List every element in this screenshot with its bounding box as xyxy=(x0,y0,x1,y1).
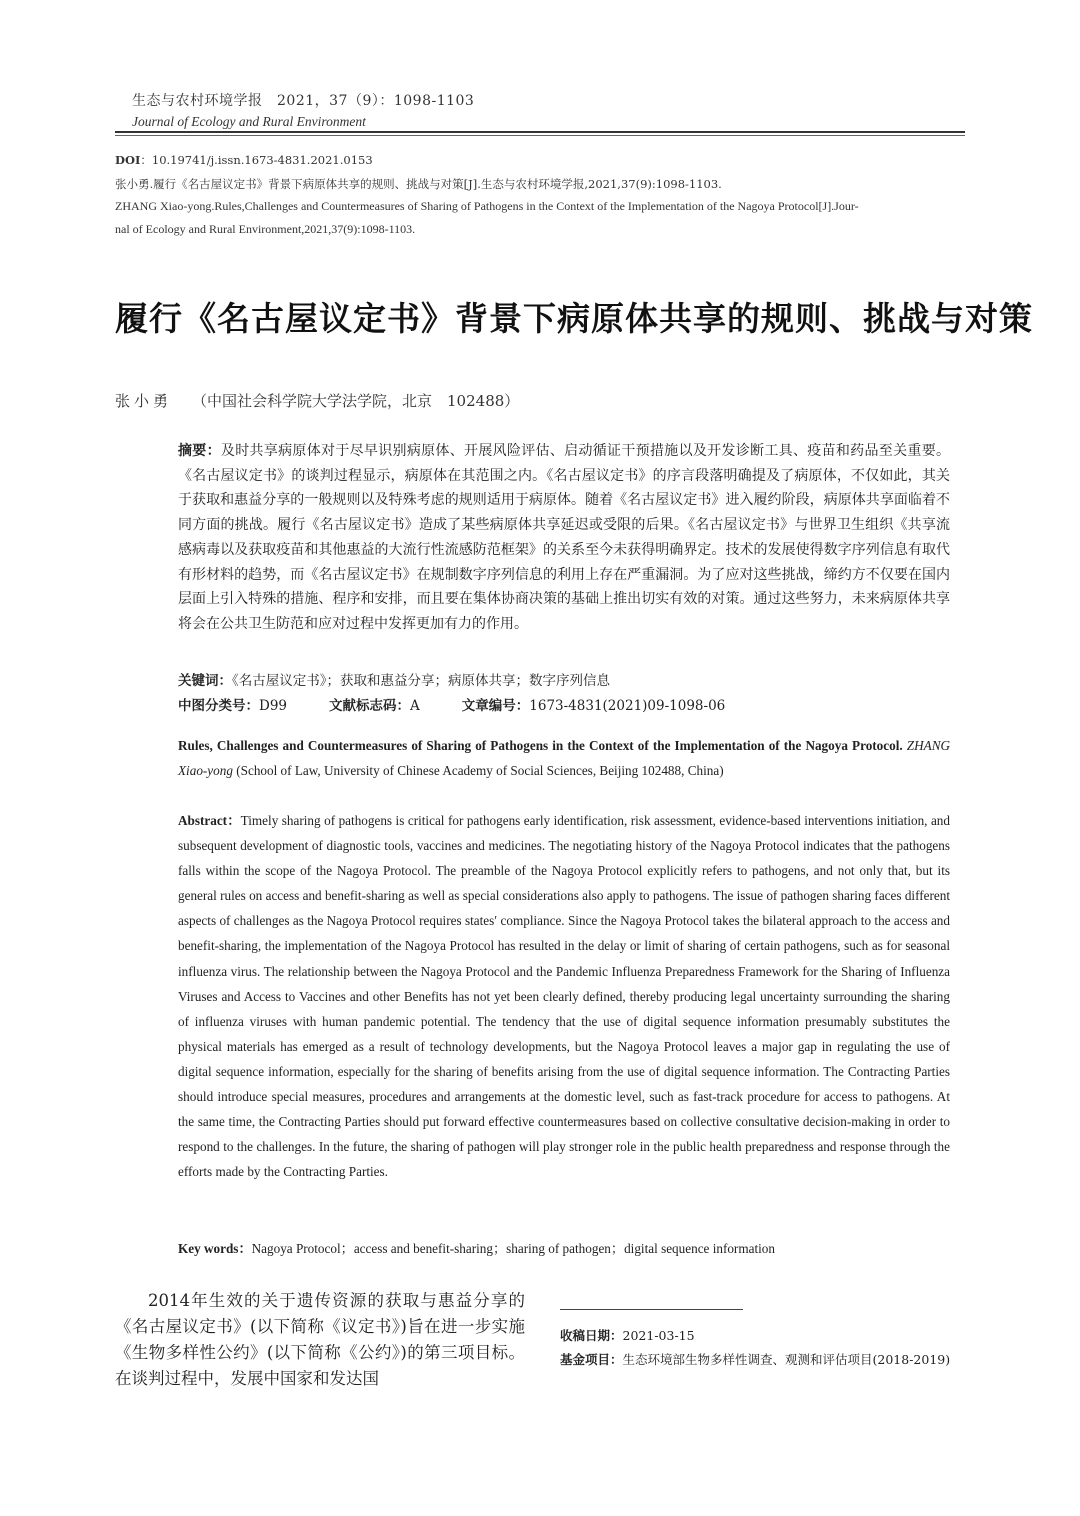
abstract-cn-label: 摘要： xyxy=(178,443,221,459)
keywords-cn-text: 《名古屋议定书》；获取和惠益分享；病原体共享；数字序列信息 xyxy=(232,673,610,689)
author-affiliation: （中国社会科学院大学法学院，北京 102488） xyxy=(192,392,520,410)
citation-en-line1: ZHANG Xiao-yong.Rules,Challenges and Countermeasures of Sharing of Pathogens in the Context of the Implementation of the Nagoya Protocol[J].Jour- xyxy=(115,199,859,213)
english-author: ZHANG Xiao-yong xyxy=(178,738,951,779)
header-rule-thick xyxy=(115,131,965,133)
article-no-label: 文章编号： xyxy=(461,698,530,714)
english-keywords-label: Key words： xyxy=(178,1241,252,1256)
english-abstract-label: Abstract： xyxy=(178,813,241,828)
abstract-cn xyxy=(178,439,950,637)
doc-code-value: A xyxy=(410,698,420,714)
header-rule-thin xyxy=(115,135,965,136)
clc-label: 中图分类号： xyxy=(178,698,259,714)
footnote-fund xyxy=(560,1349,965,1371)
journal-header-en: Journal of Ecology and Rural Environment xyxy=(132,114,366,129)
english-abstract xyxy=(178,808,950,1184)
article-no-value: 1673-4831(2021)09-1098-06 xyxy=(529,698,726,714)
doi-value: ：10.19741/j.issn.1673-4831.2021.0153 xyxy=(140,153,373,167)
english-abstract-text: Timely sharing of pathogens is critical for pathogens early identification, risk assessment, evidence-based interventions initiation, and subsequent development of diagnostic tools, vaccines and medicines. The negotiating history of the Nagoya Protocol indicates that the pathogens falls within the scope of the Nagoya Protocol. The preamble of the Nagoya Protocol explicitly refers to pathogens, and not only that, but its general rules on access and benefit-sharing as well as special considerations also apply to pathogens. The issue of pathogen sharing faces different aspects of challenges as the Nagoya Protocol requires states′ compliance. Since the Nagoya Protocol takes the bilateral approach to the access and benefit-sharing, the implementation of the Nagoya Protocol has resulted in the delay or limit of sharing of certain pathogens, such as for seasonal influenza virus. The relationship between the Nagoya Protocol and the Pandemic Influenza Preparedness Framework for the Sharing of Influenza Viruses and Access to Vaccines and other Benefits has not yet been clearly defined, thereby producing legal uncertainty surrounding the sharing of influenza viruses with human pandemic potential. The tendency that the use of digital sequence information presumably substitutes the physical materials has emerged as a result of technology developments, but the Nagoya Protocol leaves a major gap in regulating the use of digital sequence information, especially for the sharing of benefits arising from the use of digital sequence information. The Contracting Parties should introduce special measures, procedures and arrangements at the domestic level, such as fast-track procedure for access to pathogens. At the same time, the Contracting Parties should put forward effective countermeasures based on collective consultative decision-making in order to respond to the challenges. In the future, the sharing of pathogen will play stronger role in the public health preparedness and response through the efforts made by the Contracting Parties. xyxy=(178,813,950,1180)
fund-label: 基金项目： xyxy=(560,1352,623,1367)
clc-value: D99 xyxy=(259,698,288,714)
doi-label: DOI xyxy=(115,153,141,167)
received-value: 2021-03-15 xyxy=(622,1328,695,1343)
doc-code-label: 文献标志码： xyxy=(329,698,411,714)
english-affiliation: (School of Law, University of Chinese Academy of Social Sciences, Beijing 102488, China) xyxy=(232,763,724,779)
citation-cn: 张小勇.履行《名古屋议定书》背景下病原体共享的规则、挑战与对策[J].生态与农村环境学报,2021,37(9):1098-1103. xyxy=(115,177,722,191)
received-label: 收稿日期： xyxy=(560,1328,623,1343)
citation-en-line2: nal of Ecology and Rural Environment,2021,37(9):1098-1103. xyxy=(115,222,416,236)
abstract-cn-text: 及时共享病原体对于尽早识别病原体、开展风险评估、启动循证干预措施以及开发诊断工具、疫苗和药品至关重要。《名古屋议定书》的谈判过程显示，病原体在其范围之内。《名古屋议定书》的序言段落明确提及了病原体，不仅如此，其关于获取和惠益分享的一般规则以及特殊考虑的规则适用于病原体。随着《名古屋议定书》进入履约阶段，病原体共享面临着不同方面的挑战。履行《名古屋议定书》造成了某些病原体共享延迟或受限的后果。《名古屋议定书》与世界卫生组织《共享流感病毒以及获取疫苗和其他惠益的大流行性流感防范框架》的关系至今未获得明确界定。技术的发展使得数字序列信息有取代有形材料的趋势，而《名古屋议定书》在规制数字序列信息的利用上存在严重漏洞。为了应对这些挑战，缔约方不仅要在国内层面上引入特殊的措施、程序和安排，而且要在集体协商决策的基础上推出切实有效的对策。通过这些努力，未来病原体共享将会在公共卫生防范和应对过程中发挥更加有力的作用。 xyxy=(178,443,950,632)
author-name: 张小勇 xyxy=(115,392,173,410)
english-title: Rules, Challenges and Countermeasures of Sharing of Pathogens in the Context of the Implementation of the Nagoya Protocol. xyxy=(178,738,903,753)
fund-value: 生态环境部生物多样性调查、观测和评估项目(2018-2019) xyxy=(622,1352,951,1367)
english-keywords xyxy=(178,1236,950,1261)
keywords-cn-label: 关键词： xyxy=(178,673,232,689)
paper-title: 履行《名古屋议定书》背景下病原体共享的规则、挑战与对策 xyxy=(115,299,1033,338)
english-keywords-text: Nagoya Protocol；access and benefit-sharing；sharing of pathogen；digital sequence information xyxy=(251,1241,775,1256)
author-line xyxy=(115,390,519,411)
footnote-rule xyxy=(560,1309,743,1310)
keywords-cn xyxy=(178,669,610,689)
doi-line xyxy=(115,152,373,168)
classification-line xyxy=(178,694,725,714)
footnote-received xyxy=(560,1325,965,1347)
journal-header-cn: 生态与农村环境学报 2021，37（9）：1098-1103 xyxy=(132,93,475,109)
body-paragraph-1: 2014年生效的关于遗传资源的获取与惠益分享的《名古屋议定书》(以下简称《议定书》)旨在进一步实施《生物多样性公约》(以下简称《公约》)的第三项目标。在谈判过程中，发展中国家和发达国 xyxy=(115,1291,525,1388)
english-title-block xyxy=(178,733,950,783)
